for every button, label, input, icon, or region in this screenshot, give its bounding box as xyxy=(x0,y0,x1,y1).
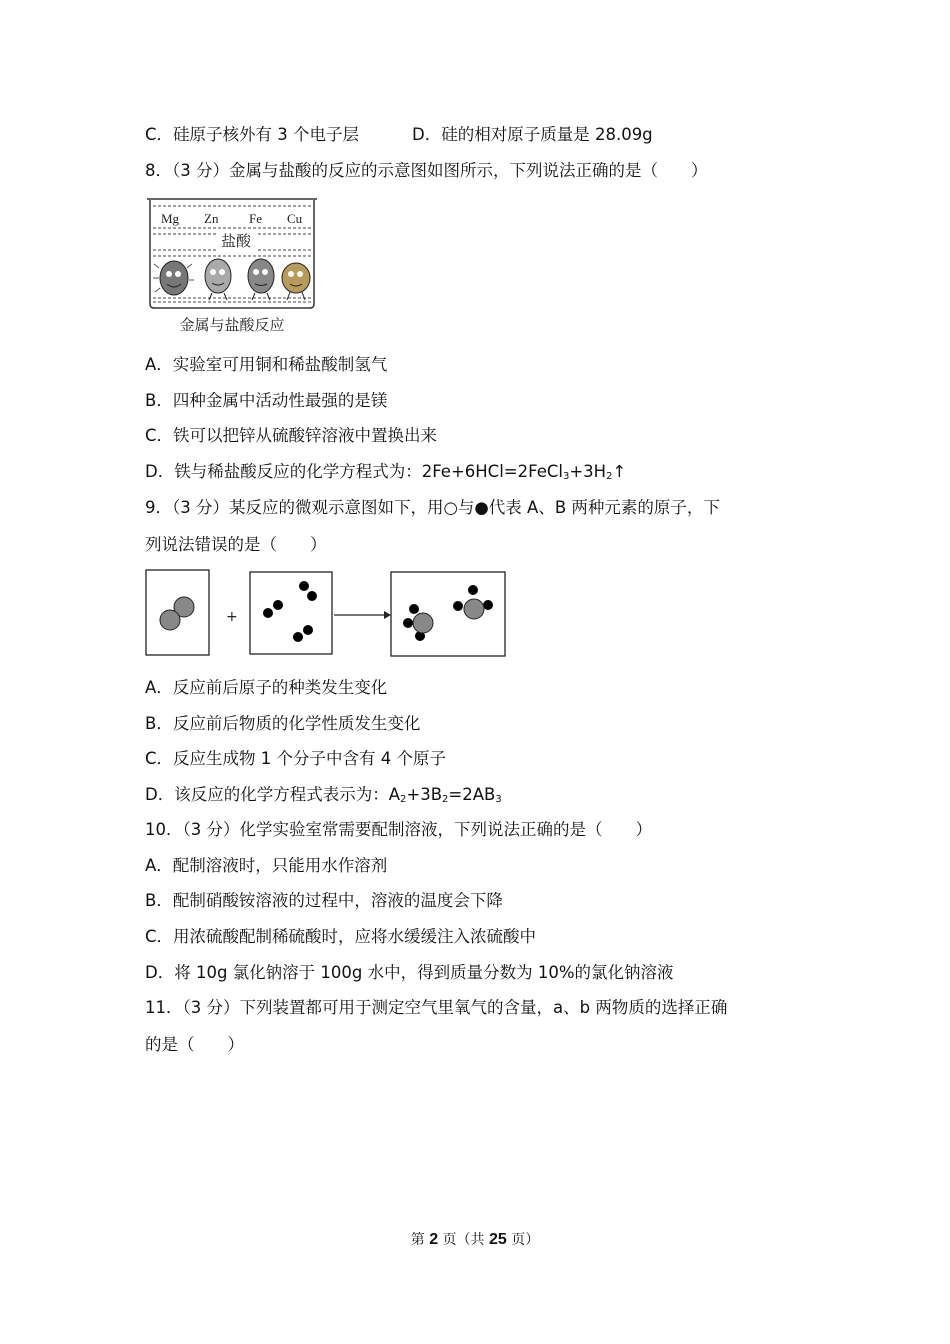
q9-reaction-diagram xyxy=(144,568,510,660)
metal-label-mg: Mg xyxy=(161,211,180,226)
b-atom-icon xyxy=(293,632,303,642)
acid-label: 盐酸 xyxy=(220,232,252,250)
a-atom-icon xyxy=(160,610,180,630)
mg-character-icon xyxy=(153,261,194,295)
q8-option-d: D．铁与稀盐酸反应的化学方程式为：$2Fe+6HCl=2FeCl_3+3H_2↑$ xyxy=(145,462,627,482)
fe-character-icon xyxy=(248,259,274,300)
q9-stem-line1: 9．（3 分）某反应的微观示意图如下，用○与●代表 A、B 两种元素的原子，下 xyxy=(145,498,720,517)
reactant-box-2 xyxy=(250,572,332,654)
q10-option-c: C．用浓硫酸配制稀硫酸时，应将水缓缓注入浓硫酸中 xyxy=(145,927,537,946)
b-atom-icon xyxy=(263,608,273,618)
metal-label-fe: Fe xyxy=(249,211,262,226)
q8-option-b: B．四种金属中活动性最强的是镁 xyxy=(145,391,388,410)
b-atom-icon xyxy=(307,591,317,601)
q8-stem: 8．（3 分）金属与盐酸的反应的示意图如图所示，下列说法正确的是（ ） xyxy=(145,161,708,180)
q10-stem: 10．（3 分）化学实验室常需要配制溶液，下列说法正确的是（ ） xyxy=(145,820,652,839)
q11-stem-line2: 的是（ ） xyxy=(145,1035,244,1054)
q11-stem-line1: 11．（3 分）下列装置都可用于测定空气里氧气的含量，a、b 两物质的选择正确 xyxy=(145,998,728,1017)
q9-option-a: A．反应前后原子的种类发生变化 xyxy=(145,678,388,697)
q8-beaker-figure xyxy=(146,194,321,340)
figure-caption: 金属与盐酸反应 xyxy=(179,316,285,334)
q9-option-d: D．该反应的化学方程式表示为：$A_2+3B_2=2AB_3$ xyxy=(145,785,502,805)
plus-sign: + xyxy=(226,609,238,625)
q10-option-a: A．配制溶液时，只能用水作溶剂 xyxy=(145,856,388,875)
b-atom-icon xyxy=(303,625,313,635)
q9-option-c: C．反应生成物 1 个分子中含有 4 个原子 xyxy=(145,749,446,768)
page-footer: 第 2 页（共 25 页） xyxy=(410,1231,540,1248)
q8-option-c: C．铁可以把锌从硫酸锌溶液中置换出来 xyxy=(145,426,438,445)
arrow-icon xyxy=(384,611,391,619)
q9-stem-line2: 列说法错误的是（ ） xyxy=(145,535,327,554)
q7-option-c: C．硅原子核外有 3 个电子层 xyxy=(145,125,360,144)
zn-character-icon xyxy=(205,259,231,300)
q10-option-b: B．配制硝酸铵溶液的过程中，溶液的温度会下降 xyxy=(145,891,503,910)
b-atom-icon xyxy=(273,600,283,610)
metal-label-zn: Zn xyxy=(204,211,219,226)
product-box xyxy=(391,572,505,656)
q8-option-a: A．实验室可用铜和稀盐酸制氢气 xyxy=(145,355,388,374)
cu-character-icon xyxy=(282,263,310,300)
q9-option-b: B．反应前后物质的化学性质发生变化 xyxy=(145,714,421,733)
page-number: 2 xyxy=(429,1231,439,1248)
q10-option-d: D．将 10g 氯化钠溶于 100g 水中，得到质量分数为 10%的氯化钠溶液 xyxy=(145,963,674,982)
q7-option-d: D．硅的相对原子质量是 28.09g xyxy=(412,125,653,144)
metal-label-cu: Cu xyxy=(287,211,303,226)
total-pages: 25 xyxy=(489,1231,507,1248)
b-atom-icon xyxy=(299,581,309,591)
